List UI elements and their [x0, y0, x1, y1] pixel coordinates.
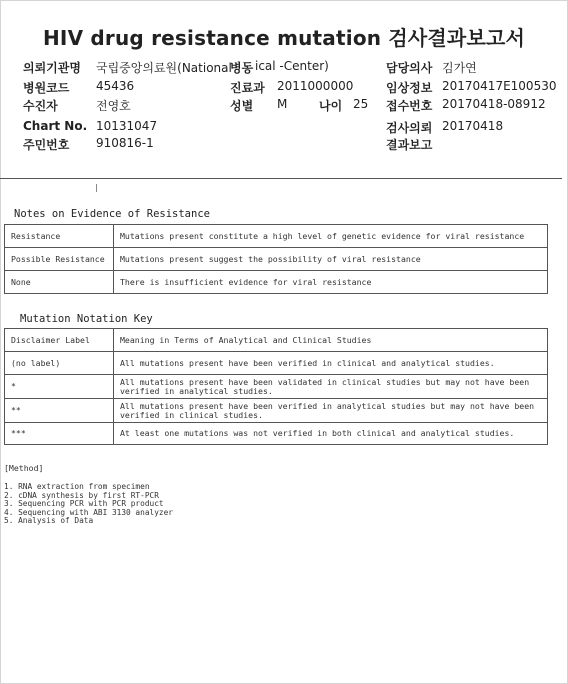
evidence-desc: Mutations present suggest the possibility of viral resistance — [114, 248, 548, 271]
notation-label: ** — [5, 399, 114, 423]
column-header-meaning: Meaning in Terms of Analytical and Clinical Studies — [114, 329, 548, 352]
evidence-term: None — [5, 271, 114, 294]
meaning-line: At least one mutations was not verified in both clinical and analytical studies. — [120, 428, 515, 438]
chart-no-label: Chart No. — [23, 119, 88, 133]
table-row — [5, 271, 548, 294]
notation-section-title: Mutation Notation Key — [20, 313, 153, 325]
notation-label: (no label) — [5, 352, 114, 375]
table-header-row — [5, 329, 548, 352]
evidence-section-title: Notes on Evidence of Resistance — [14, 208, 210, 220]
institution-value: 국립중앙의료원(National — [96, 61, 232, 75]
clinical-info-label: 임상정보 — [386, 81, 433, 95]
age-label: 나이 — [319, 99, 343, 113]
notation-meaning — [114, 375, 548, 399]
doctor-label: 담당의사 — [386, 61, 433, 75]
meaning-line: verified in clinical studies. — [120, 409, 263, 420]
method-step: 3. Sequencing PCR with PCR product — [4, 499, 164, 509]
evidence-desc: Mutations present constitute a high level of genetic evidence for viral resistance — [114, 225, 548, 248]
patient-label: 수진자 — [23, 99, 58, 113]
dept-label: 진료과 — [230, 81, 265, 95]
evidence-desc: There is insufficient evidence for viral resistance — [114, 271, 548, 294]
rrn-label: 주민번호 — [23, 138, 70, 152]
doctor-value: 김가연 — [442, 61, 477, 75]
method-title: [Method] — [4, 463, 44, 473]
chart-no-value: 10131047 — [96, 119, 158, 133]
notation-label: *** — [5, 423, 114, 445]
receipt-value: 20170418-08912 — [442, 97, 546, 111]
age-value: 25 — [353, 97, 369, 111]
evidence-term: Possible Resistance — [5, 248, 114, 271]
table-row — [5, 375, 548, 399]
request-date-value: 20170418 — [442, 119, 504, 133]
notation-meaning — [114, 399, 548, 423]
institution-overlap: 병동 — [230, 61, 254, 75]
method-step: 5. Analysis of Data — [4, 516, 94, 526]
rrn-value: 910816-1 — [96, 136, 154, 150]
method-step: 4. Sequencing with ABI 3130 analyzer — [4, 507, 173, 517]
table-row — [5, 225, 548, 248]
method-steps — [4, 483, 173, 526]
dept-value: 2011000000 — [277, 79, 354, 93]
column-header-label: Disclaimer Label — [5, 329, 114, 352]
notation-label: * — [5, 375, 114, 399]
hospital-code-label: 병원코드 — [23, 81, 70, 95]
notation-table — [4, 328, 548, 445]
meaning-line: All mutations present have been validated in clinical studies but may not have been — [120, 376, 530, 387]
hospital-code-value: 45436 — [96, 79, 135, 93]
notation-meaning — [114, 352, 548, 375]
method-step: 1. RNA extraction from specimen — [4, 482, 150, 491]
table-row — [5, 352, 548, 375]
result-report-label: 결과보고 — [386, 138, 433, 152]
header-divider — [0, 178, 562, 179]
institution-label: 의뢰기관명 — [23, 61, 81, 75]
table-row — [5, 423, 548, 445]
institution-tail: ical -Center) — [255, 59, 329, 73]
meaning-line: verified in analytical studies. — [120, 385, 273, 396]
sex-value: M — [277, 97, 288, 111]
meaning-line: All mutations present have been verified in clinical and analytical studies. — [120, 357, 495, 368]
clinical-info-value: 20170417E100530 — [442, 79, 557, 93]
sex-label: 성별 — [230, 99, 254, 113]
meaning-line: All mutations present have been verified in analytical studies but may not have been — [120, 400, 535, 411]
receipt-label: 접수번호 — [386, 99, 433, 113]
method-step: 2. cDNA synthesis by first RT-PCR — [4, 490, 159, 500]
evidence-term: Resistance — [5, 225, 114, 248]
patient-value: 전영호 — [96, 99, 131, 113]
evidence-table — [4, 224, 548, 294]
request-date-label: 검사의뢰 — [386, 121, 433, 135]
table-row — [5, 399, 548, 423]
table-row — [5, 248, 548, 271]
notation-meaning — [114, 423, 548, 445]
divider-tick — [96, 184, 97, 192]
report-title: HIV drug resistance mutation 검사결과보고서 — [42, 26, 526, 50]
